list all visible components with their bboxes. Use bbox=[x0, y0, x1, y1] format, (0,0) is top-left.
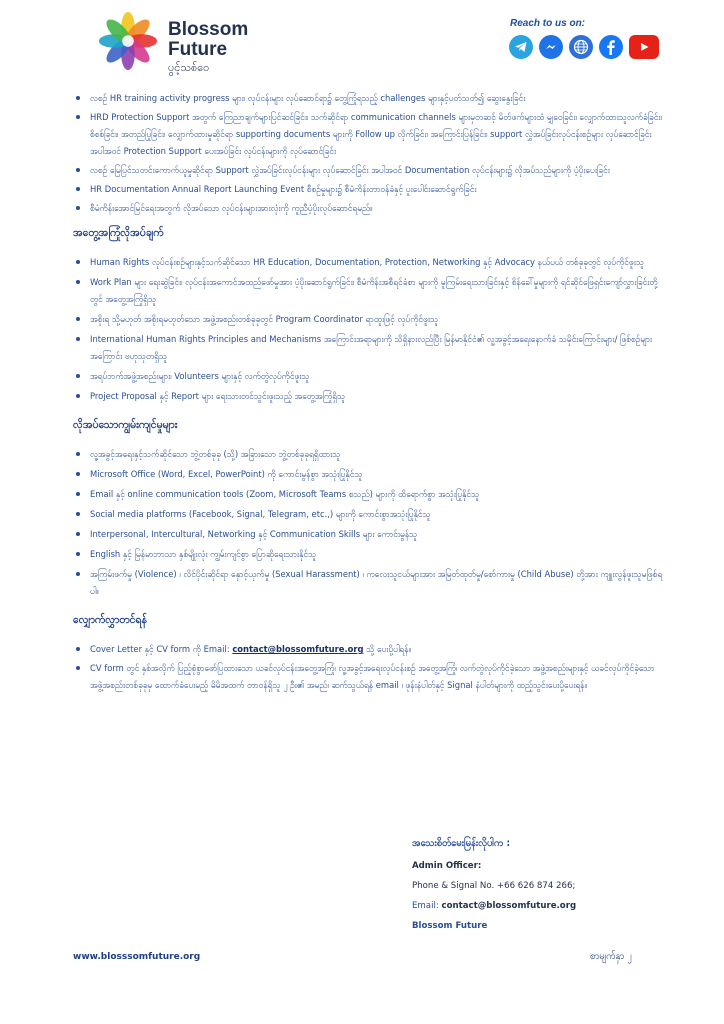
list-item: စီမံကိန်းအောင်မြင်ရေးအတွက် လိုအပ်သော လုပ်ငန်းများအားလုံးကို ကူညီပံ့ပိုးလုပ်ဆောင်ရမည်။ bbox=[73, 200, 663, 217]
contact-phone: Phone & Signal No. +66 626 874 266; bbox=[412, 881, 576, 891]
list-item: HR Documentation Annual Report Launching Event စီစဉ်မှုများ၌ စီမံကိန်းတာဝန်ခံနှင့် ပူးပေါင်းဆောင်ရွက်ခြင်း bbox=[73, 181, 663, 198]
list-item: အရပ်ဘက်အဖွဲ့အစည်းများ၊ Volunteers များနှင့် လက်တွဲလုပ်ကိုင်ဖူးသူ bbox=[73, 368, 663, 385]
facebook-icon[interactable] bbox=[599, 35, 623, 59]
list-item: International Human Rights Principles and Mechanisms အကြောင်းအရာများကို သိရှိနားလည်ပြီး မြန်မာနိုင်ငံ၏ လူ့အခွင့်အရေးနောက်ခံ သမိုင်းကြောင်းများ/ ဖြစ်စဉ်များအကြောင်း ဗဟုသုတရှိသူ bbox=[73, 331, 663, 365]
list-item: အကြမ်းဖက်မှု (Violence) ၊ လိင်ပိုင်းဆိုင်ရာ နှောင့်ယှက်မှု (Sexual Harassment) ၊ ကလေးသူငယ်များအား အမြတ်ထုတ်မှု/စော်ကားမှု (Child Abuse) တို့အား ကျူးလွန်ဖူးသူမဖြစ်ရပါ။ bbox=[73, 566, 663, 600]
youtube-icon[interactable] bbox=[629, 35, 659, 59]
intro-list bbox=[73, 90, 663, 217]
apply-heading: လျှောက်လွှာတင်ရန် bbox=[73, 614, 147, 626]
list-item: လူ့အခွင့်အရေးနှင့်သက်ဆိုင်သော ဘွဲ့တစ်ခုခု (သို့) အခြားသော ဘွဲ့တစ်ခုခုရရှိထားသူ bbox=[73, 446, 663, 463]
experience-heading: အတွေ့အကြုံလိုအပ်ချက် bbox=[73, 227, 164, 239]
blossom-logo bbox=[97, 10, 159, 72]
list-item: Project Proposal နှင့် Report များ ရေးသားတင်သွင်းဖူးသည့် အတွေ့အကြုံရှိသူ bbox=[73, 388, 663, 405]
list-item: လစဉ် မြေပြင်သတင်းကောက်ယူမှုဆိုင်ရာ Support လွှဲအပ်ခြင်းလုပ်ငန်းများ လုပ်ဆောင်ခြင်း အပါအဝင် Documentation လုပ်ငန်းများ၌ လိုအပ်သည်များကို ပံ့ပိုးပေးခြင်း bbox=[73, 162, 663, 179]
brand-line1: Blossom bbox=[168, 19, 249, 40]
reach-label: Reach to us on: bbox=[510, 18, 586, 29]
list-item: Work Plan များ ရေးဆွဲခြင်း၊ လုပ်ငန်းအကောင်အထည်ဖော်မှုအား ပံ့ပိုးဆောင်ရွက်ခြင်း၊ စီမံကိန်းအစီရင်ခံစာ များကို မူကြမ်းရေးသားခြင်းနှင့် စိန်ခေါ်မှုများကို ရင်ဆိုင်ဖြေရှင်းကျော်လွှားခြင်းတို့တွင် အတွေ့အကြုံရှိသူ bbox=[73, 274, 663, 308]
experience-list bbox=[73, 254, 663, 405]
social-links bbox=[509, 35, 659, 59]
skills-heading: လိုအပ်သောကျွမ်းကျင်မှုများ bbox=[73, 419, 178, 431]
globe-icon[interactable] bbox=[569, 35, 593, 59]
contact-officer: Admin Officer: bbox=[412, 861, 482, 871]
contact-org: Blossom Future bbox=[412, 921, 488, 931]
list-item: လစဉ် HR training activity progress များ၊ လုပ်ငန်းများ လုပ်ဆောင်ရာ၌ တွေ့ကြုံရသည့် challenges များနှင့်ပတ်သတ်၍ ဆွေးနွေးခြင်း bbox=[73, 90, 663, 107]
brand-line2: Future bbox=[168, 39, 228, 60]
apply-item: CV form တွင် နှစ်အလိုက် ပြည့်စုံစွာဖော်ပြထားသော ယခင်လုပ်ငန်းအတွေ့အကြုံ၊ လူ့အခွင့်အရေးလုပ်ငန်းစဉ် အတွေ့အကြုံ၊ လက်တွဲလုပ်ကိုင်ခဲ့သော အဖွဲ့အစည်းများနှင့် ယခင်လုပ်ကိုင်ခဲ့သော အဖွဲ့အစည်းတစ်ခုခုမှ ထောက်ခံပေးမည့် မိမိအထက် တာဝန်ရှိသူ ၂ ဦး၏ အမည်၊ ဆက်သွယ်ရန် email ၊ ဖုန်းနံပါတ်နှင့် Signal နံပါတ်များကို ထည့်သွင်းပေးပို့ပေးရန်။ bbox=[73, 660, 663, 694]
contact-block bbox=[412, 837, 576, 941]
telegram-icon[interactable] bbox=[509, 35, 533, 59]
messenger-icon[interactable] bbox=[539, 35, 563, 59]
list-item: HRD Protection Support အတွက် ကြေညာချက်များပြင်ဆင်ခြင်း၊ သက်ဆိုင်ရာ communication channels များမှတဆင့် မိတ်ဖက်များထံ မျှဝေခြင်း၊ လျှောက်ထားသူလက်ခံခြင်း၊ စိစစ်ခြင်း၊ အတည်ပြုခြင်း၊ လျှောက်ထားမှုဆိုင်ရာ supporting documents များကို Follow up လိုက်ခြင်း၊ အကြောင်းပြန်ခြင်း၊ support လွှဲအပ်ခြင်းလုပ်ငန်းစဉ်များ လုပ်ဆောင်ခြင်း အပါအဝင် Protection Support ပေးအပ်ခြင်း လုပ်ငန်းများကို လုပ်ဆောင်ခြင်း bbox=[73, 109, 663, 160]
list-item: Human Rights လုပ်ငန်းစဉ်များနှင့်သက်ဆိုင်သော HR Education, Documentation, Protection, Networking နှင့် Advocacy နယ်ပယ် တစ်ခုခုတွင် လုပ်ကိုင်ဖူးသူ bbox=[73, 254, 663, 271]
apply-item1-post: သို့ ပေးပို့ပါရန်။ bbox=[363, 644, 412, 654]
brand-name bbox=[168, 20, 248, 73]
page-number: စာမျက်နှာ ၂ bbox=[590, 951, 632, 962]
apply-email-link[interactable]: contact@blossomfuture.org bbox=[232, 644, 364, 654]
list-item: English နှင့် မြန်မာဘာသာ နှစ်မျိုးလုံး ကျွမ်းကျင်စွာ ပြောဆိုရေးသားနိုင်သူ bbox=[73, 546, 663, 563]
apply-list bbox=[73, 641, 663, 694]
apply-item1-pre: Cover Letter နှင့် CV form ကို Email: bbox=[90, 644, 233, 654]
list-item: Email နှင့် online communication tools (Zoom, Microsoft Teams စသည်) များကို ထိရောက်စွာ အသုံးပြုနိုင်သူ bbox=[73, 486, 663, 503]
brand-line3: ပွင့်သစ်ဝေ bbox=[168, 61, 210, 74]
skills-list bbox=[73, 446, 663, 600]
contact-email-label: Email: bbox=[412, 901, 442, 911]
apply-item bbox=[73, 641, 663, 658]
list-item: Social media platforms (Facebook, Signal, Telegram, etc.,) များကို ကောင်းစွာအသုံးပြုနိုင်သူ bbox=[73, 506, 663, 523]
main-content bbox=[73, 90, 663, 696]
list-item: Interpersonal, Intercultural, Networking နှင့် Communication Skills များ ကောင်းမွန်သူ bbox=[73, 526, 663, 543]
footer-url[interactable]: www.blosssomfuture.org bbox=[73, 952, 201, 962]
contact-title: အသေးစိတ်မေးမြန်းလိုပါက : bbox=[412, 838, 511, 849]
list-item: အစိုးရ သို့မဟုတ် အစိုးရမဟုတ်သော အဖွဲ့အစည်းတစ်ခုခုတွင် Program Coordinator ရာထူးဖြင့် လုပ်ကိုင်ဖူးသူ bbox=[73, 311, 663, 328]
contact-email[interactable]: contact@blossomfuture.org bbox=[441, 901, 577, 911]
list-item: Microsoft Office (Word, Excel, PowerPoint) ကို ကောင်းမွန်စွာ အသုံးပြုနိုင်သူ bbox=[73, 466, 663, 483]
